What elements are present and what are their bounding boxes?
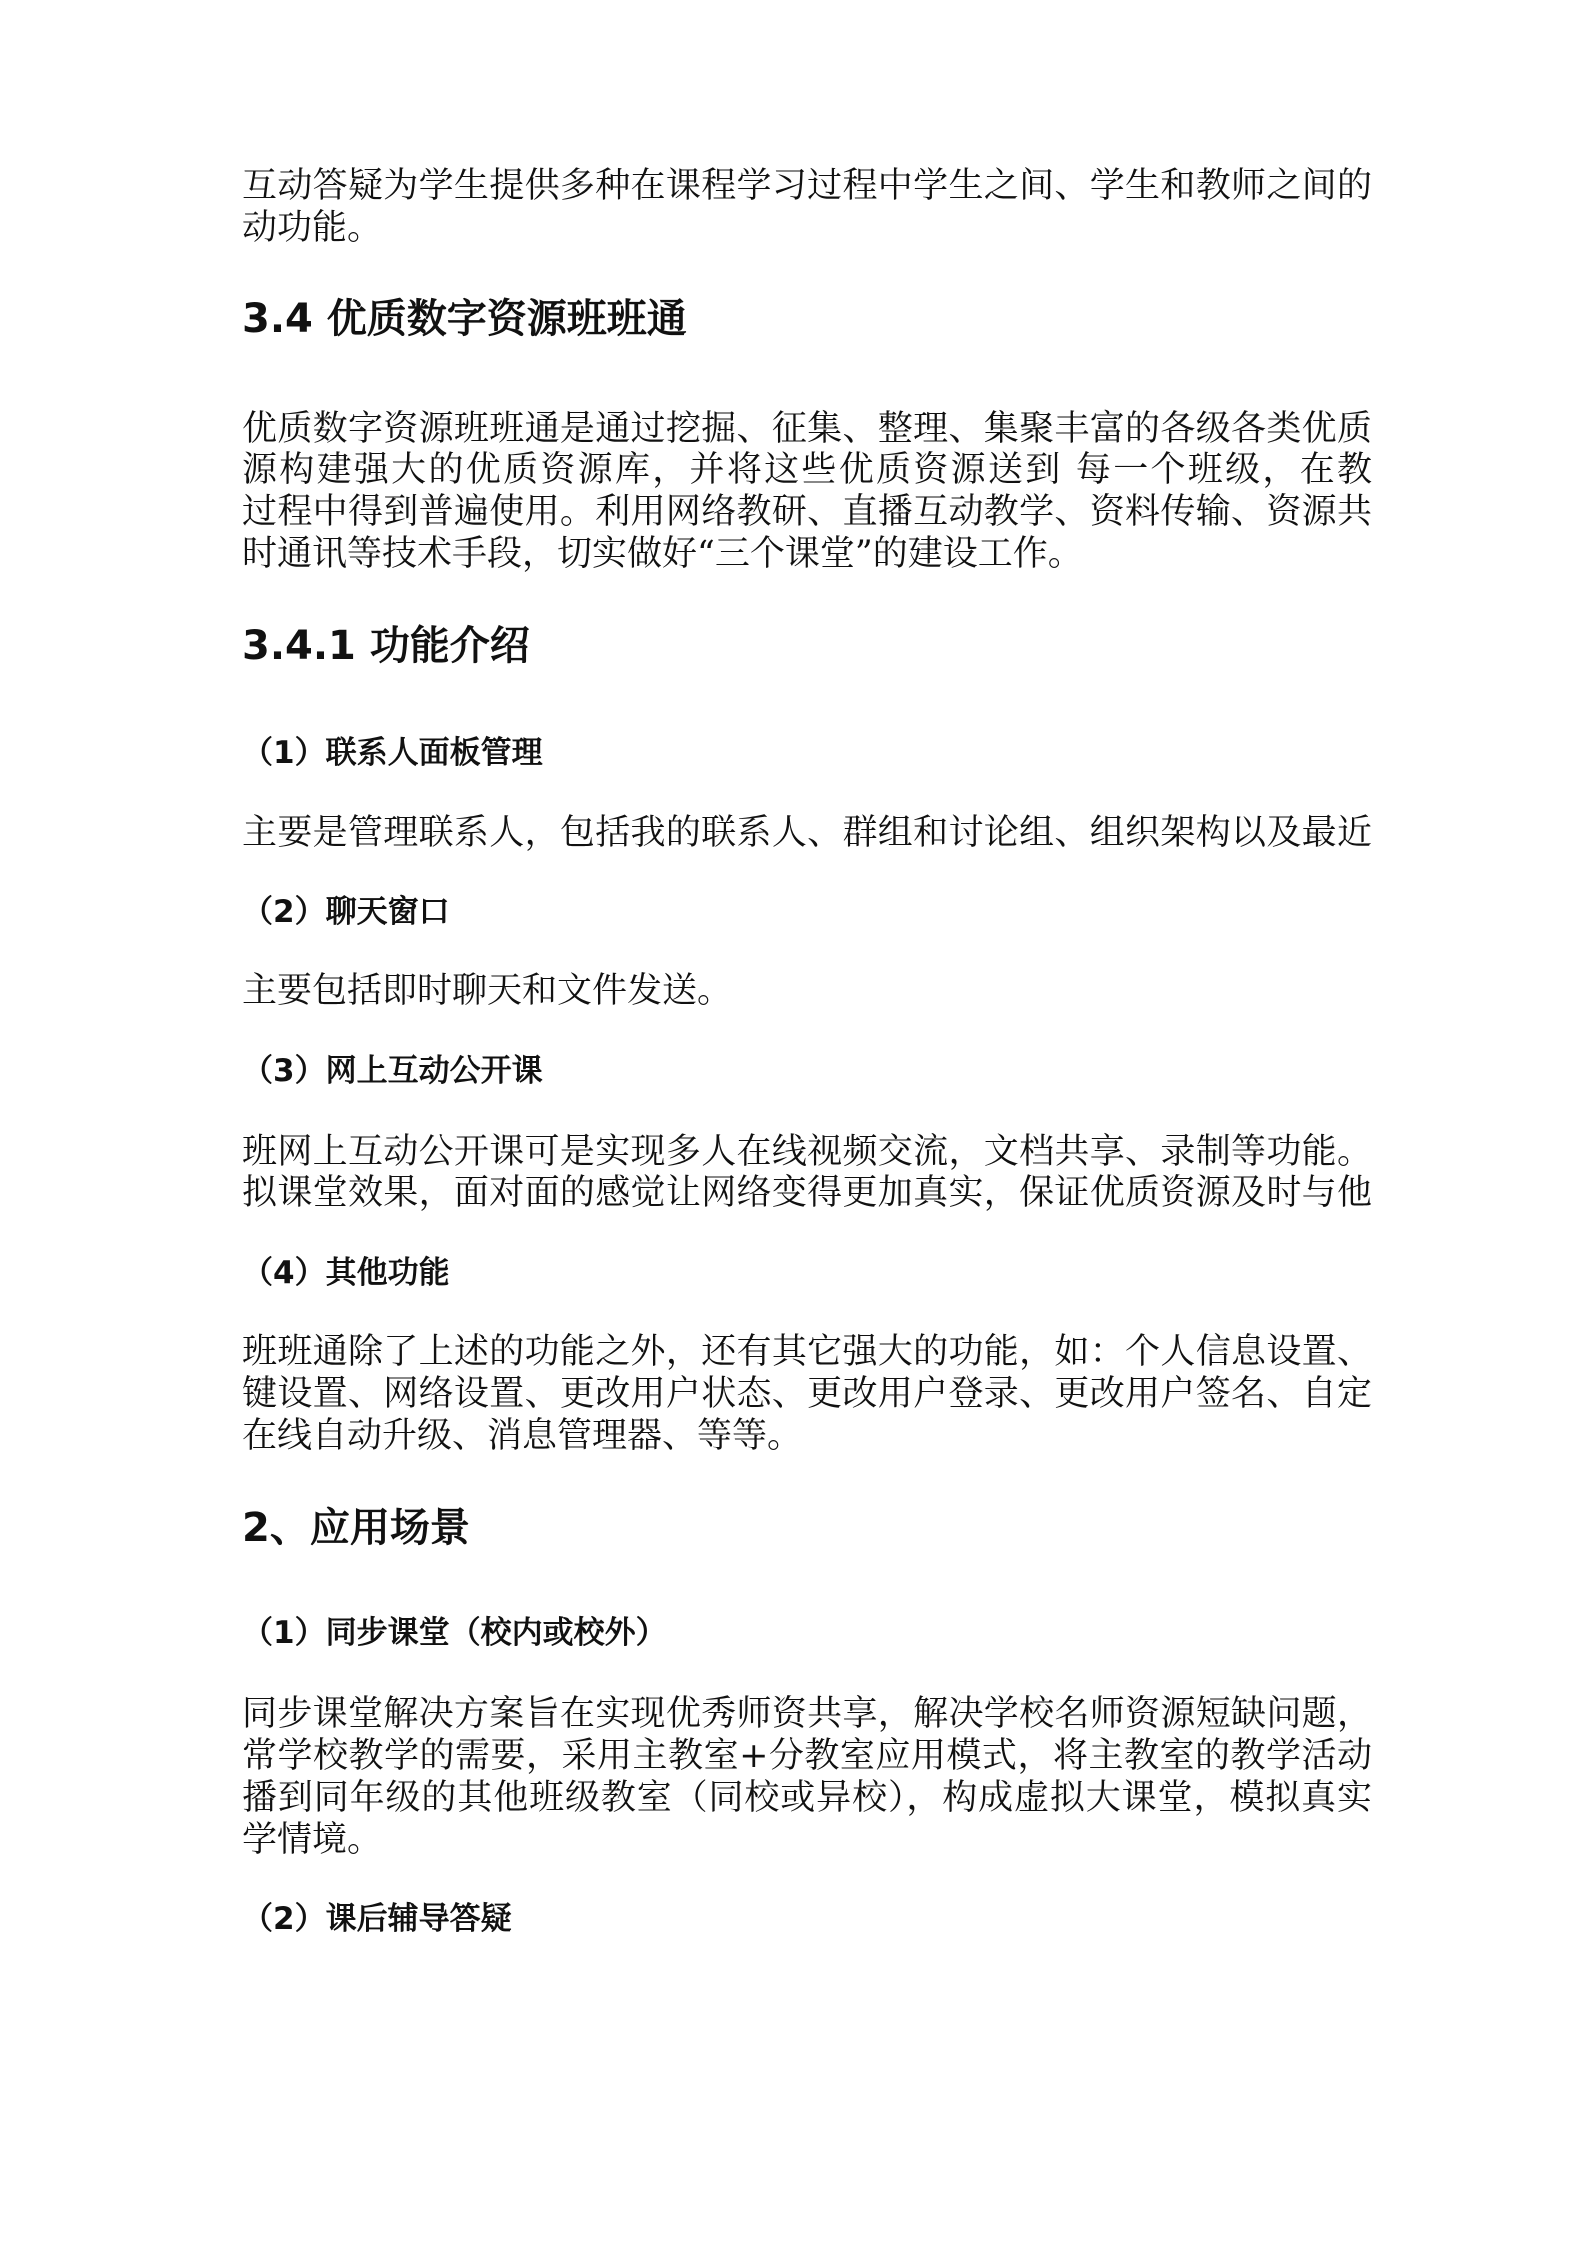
- body-text-line: 常学校教学的需要，采用主教室+分教室应用模式，将主教室的教学活动: [242, 1736, 1372, 1776]
- body-text-line: 同步课堂解决方案旨在实现优秀师资共享，解决学校名师资源短缺问题，: [242, 1694, 1372, 1734]
- body-text-line: 学情境。: [242, 1820, 383, 1860]
- body-text-line: 时通讯等技术手段，切实做好“三个课堂”的建设工作。: [242, 534, 1083, 574]
- subsection-heading: （2）课后辅导答疑: [242, 1901, 512, 1937]
- section-heading: 3.4 优质数字资源班班通: [242, 296, 687, 342]
- body-text-line: 优质数字资源班班通是通过挖掘、征集、整理、集聚丰富的各级各类优质: [242, 409, 1372, 449]
- subsection-heading: （4）其他功能: [242, 1255, 450, 1291]
- subsection-heading: （3）网上互动公开课: [242, 1053, 543, 1089]
- body-text-line: 播到同年级的其他班级教室（同校或异校），构成虚拟大课堂，模拟真实: [242, 1778, 1372, 1818]
- subsection-heading: （1）联系人面板管理: [242, 735, 543, 771]
- body-text-line: 源构建强大的优质资源库，并将这些优质资源送到 每一个班级，在教: [242, 450, 1372, 490]
- body-text-line: 主要包括即时聊天和文件发送。: [242, 971, 733, 1011]
- section-heading: 3.4.1 功能介绍: [242, 623, 530, 669]
- body-text-line: 过程中得到普遍使用。利用网络教研、直播互动教学、资料传输、资源共: [242, 492, 1372, 532]
- body-text-line: 键设置、网络设置、更改用户状态、更改用户登录、更改用户签名、自定: [242, 1374, 1372, 1414]
- body-text-line: 拟课堂效果，面对面的感觉让网络变得更加真实，保证优质资源及时与他: [242, 1173, 1372, 1213]
- body-text-line: 主要是管理联系人，包括我的联系人、群组和讨论组、组织架构以及最近: [242, 813, 1372, 853]
- body-text-line: 互动答疑为学生提供多种在课程学习过程中学生之间、学生和教师之间的: [242, 166, 1372, 206]
- body-text-line: 在线自动升级、消息管理器、等等。: [242, 1416, 803, 1456]
- subsection-heading: （1）同步课堂（校内或校外）: [242, 1615, 667, 1651]
- subsection-heading: （2）聊天窗口: [242, 894, 450, 930]
- body-text-line: 班班通除了上述的功能之外，还有其它强大的功能，如：个人信息设置、: [242, 1332, 1372, 1372]
- section-heading: 2、应用场景: [242, 1505, 470, 1551]
- body-text-line: 班网上互动公开课可是实现多人在线视频交流，文档共享、录制等功能。: [242, 1132, 1372, 1172]
- body-text-line: 动功能。: [242, 208, 383, 248]
